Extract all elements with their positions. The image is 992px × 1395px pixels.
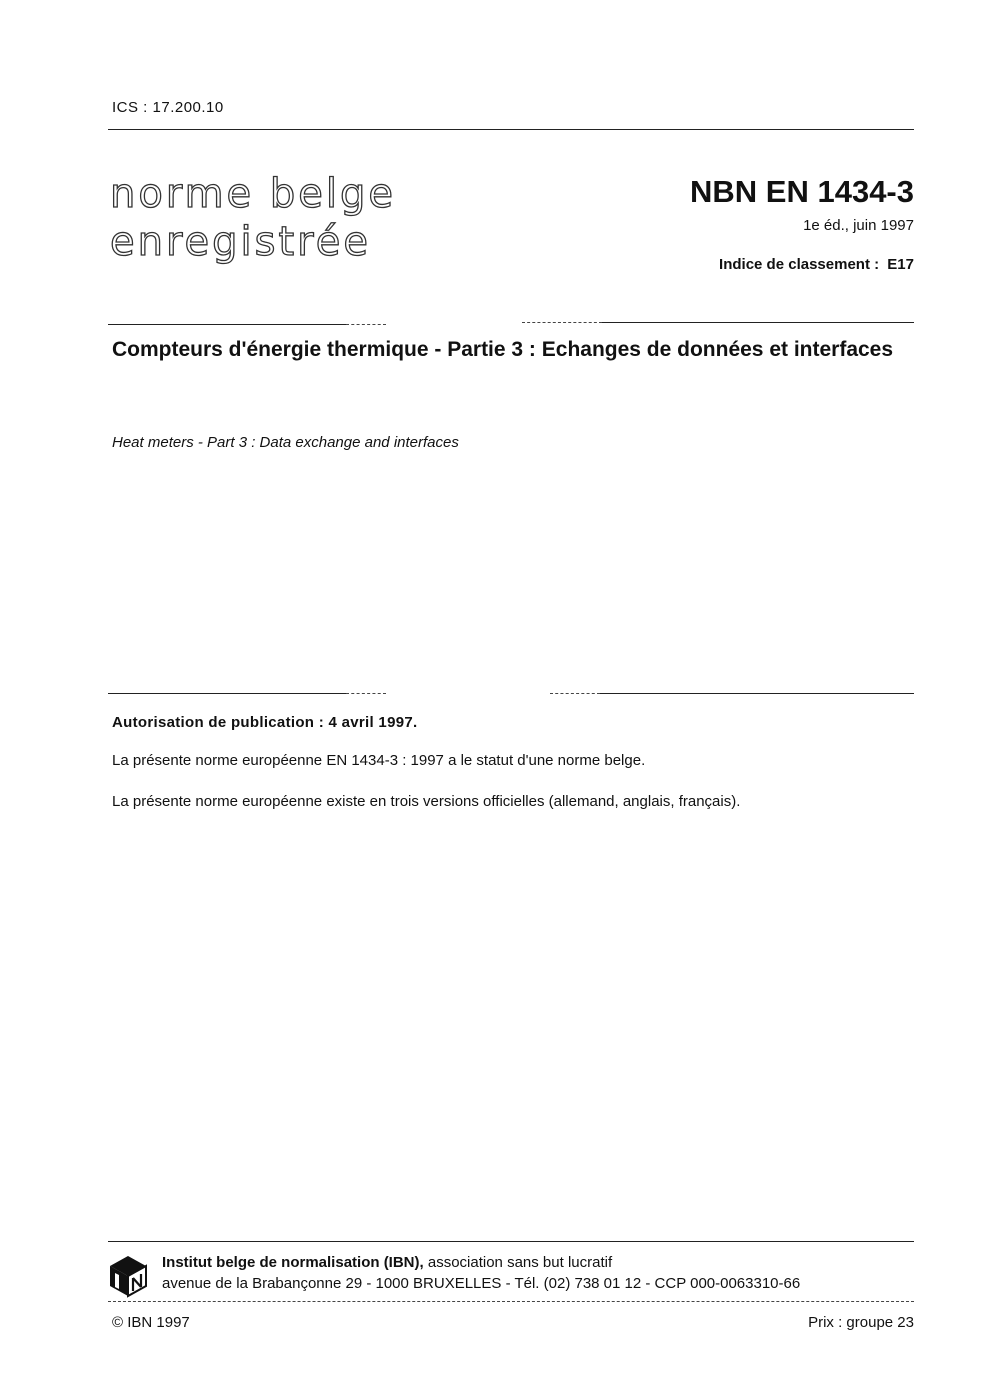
publication-rule-right-dash — [550, 693, 600, 694]
copyright: © IBN 1997 — [112, 1314, 190, 1331]
title-french: Compteurs d'énergie thermique - Partie 3 : Echanges de données et interfaces — [112, 338, 894, 361]
title-rule-left — [108, 324, 346, 325]
title-english: Heat meters - Part 3 : Data exchange and interfaces — [112, 434, 459, 451]
ibn-logo-icon — [108, 1254, 148, 1298]
top-rule — [108, 129, 914, 130]
publication-rule-right — [600, 693, 914, 694]
status-paragraph: La présente norme européenne EN 1434-3 : 1997 a le statut d'une norme belge. — [112, 752, 646, 769]
publication-rule-left — [108, 693, 346, 694]
publication-authorization: Autorisation de publication : 4 avril 1997. — [112, 714, 418, 731]
footer-rule — [108, 1241, 914, 1242]
classification-code: E17 — [887, 256, 914, 273]
institute-name: Institut belge de normalisation (IBN), — [162, 1254, 424, 1271]
title-rule-left-dash — [346, 324, 386, 325]
price-group: Prix : groupe 23 — [808, 1314, 914, 1331]
institute-address: avenue de la Brabançonne 29 - 1000 BRUXELLES - Tél. (02) 738 01 12 - CCP 000-0063310-66 — [162, 1275, 801, 1292]
title-rule-right — [602, 322, 914, 323]
institute-description: association sans but lucratif — [423, 1254, 613, 1271]
versions-paragraph: La présente norme européenne existe en trois versions officielles (allemand, anglais, français). — [112, 793, 741, 810]
footer-bottom-dash — [108, 1301, 914, 1302]
title-rule-right-dash — [522, 322, 602, 323]
classification-label: Indice de classement : — [719, 256, 880, 273]
publication-rule-left-dash — [346, 693, 386, 694]
standard-number: NBN EN 1434-3 — [690, 174, 914, 209]
institute-line — [162, 1254, 612, 1271]
edition-date: 1e éd., juin 1997 — [803, 217, 914, 234]
classification-index — [719, 256, 914, 273]
ics-code: ICS : 17.200.10 — [112, 99, 224, 116]
outline-title-line1: norme belge — [110, 171, 396, 217]
outline-title-line2: enregistrée — [110, 219, 371, 265]
